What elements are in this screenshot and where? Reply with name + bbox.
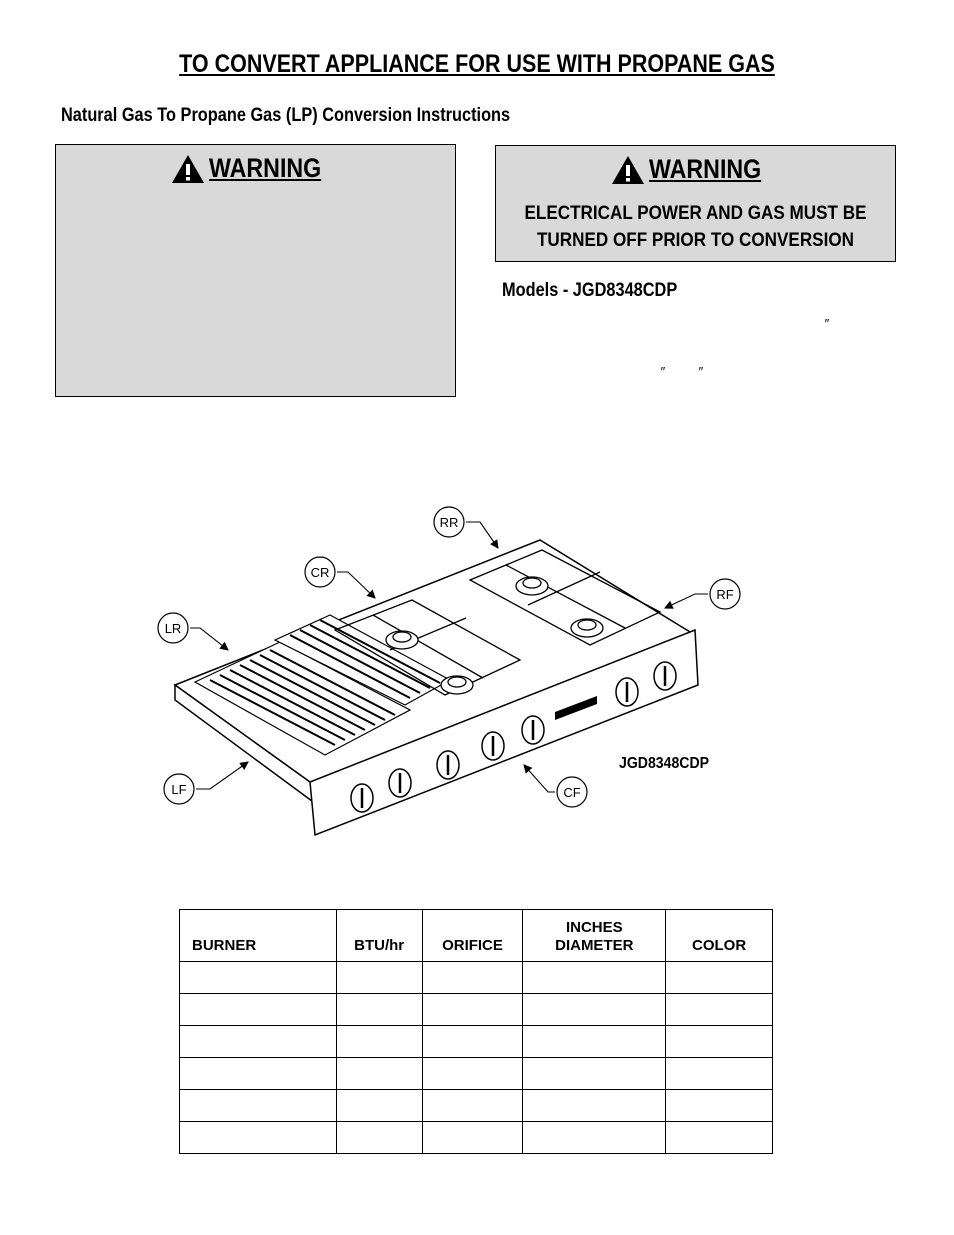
table-cell <box>422 1122 523 1154</box>
inch-mark: ″ <box>698 364 703 379</box>
table-cell <box>666 1058 773 1090</box>
burner-table <box>179 909 773 1154</box>
table-cell <box>180 1058 337 1090</box>
table-cell <box>336 994 422 1026</box>
callout-label: CF <box>563 785 581 800</box>
page-title: TO CONVERT APPLIANCE FOR USE WITH PROPANE GAS <box>179 50 775 78</box>
header-orifice: ORIFICE <box>422 910 523 962</box>
figure-caption: JGD8348CDP <box>619 755 710 772</box>
header-inches-diameter <box>523 910 666 962</box>
table-cell <box>666 962 773 994</box>
table-row <box>180 1090 773 1122</box>
table-row <box>180 1058 773 1090</box>
table-cell <box>666 1026 773 1058</box>
warning-heading-right: WARNING <box>649 154 762 184</box>
warning-text-right <box>496 200 895 254</box>
table-cell <box>422 994 523 1026</box>
inch-mark: ″ <box>824 316 829 331</box>
table-cell <box>422 1058 523 1090</box>
table-cell <box>523 1058 666 1090</box>
cooktop-diagram <box>150 500 750 845</box>
warning-box-right <box>495 145 896 262</box>
table-row <box>180 962 773 994</box>
page-subtitle: Natural Gas To Propane Gas (LP) Conversion Instructions <box>61 105 511 126</box>
callout-label: CR <box>310 565 330 580</box>
warning-line-2: TURNED OFF PRIOR TO CONVERSION <box>536 230 854 251</box>
callout-lf <box>164 762 248 804</box>
callout-rr <box>434 507 498 548</box>
callout-label: RF <box>716 587 734 602</box>
table-cell <box>523 1026 666 1058</box>
callout-label: RR <box>439 515 459 530</box>
table-cell <box>180 994 337 1026</box>
warning-heading-left: WARNING <box>209 153 322 183</box>
table-cell <box>336 1122 422 1154</box>
callout-cr <box>305 557 375 598</box>
table-header-row <box>180 910 773 962</box>
header-inches: INCHES <box>565 919 623 936</box>
table-cell <box>422 1090 523 1122</box>
table-cell <box>336 1026 422 1058</box>
callout-rf <box>665 579 740 609</box>
callout-cf <box>524 765 587 807</box>
table-cell <box>336 1058 422 1090</box>
inch-mark: ″ <box>660 364 665 379</box>
models-label: Models - JGD8348CDP <box>502 280 678 301</box>
table-row <box>180 1122 773 1154</box>
table-cell <box>336 962 422 994</box>
table-cell <box>666 1090 773 1122</box>
table-cell <box>523 962 666 994</box>
warning-triangle-icon <box>611 155 645 185</box>
table-cell <box>180 1026 337 1058</box>
header-btu: BTU/hr <box>336 910 422 962</box>
header-diameter: DIAMETER <box>555 937 634 954</box>
table-cell <box>666 994 773 1026</box>
header-color: COLOR <box>666 910 773 962</box>
table-row <box>180 1026 773 1058</box>
warning-line-1: ELECTRICAL POWER AND GAS MUST BE <box>524 203 867 224</box>
table-cell <box>422 1026 523 1058</box>
table-cell <box>523 1090 666 1122</box>
table-cell <box>180 962 337 994</box>
table-cell <box>666 1122 773 1154</box>
table-cell <box>523 1122 666 1154</box>
table-cell <box>180 1122 337 1154</box>
header-burner: BURNER <box>180 910 337 962</box>
table-cell <box>336 1090 422 1122</box>
warning-box-left <box>55 144 456 397</box>
table-cell <box>180 1090 337 1122</box>
table-cell <box>422 962 523 994</box>
table-row <box>180 994 773 1026</box>
callout-lr <box>158 613 228 650</box>
warning-triangle-icon <box>171 154 205 184</box>
callout-label: LR <box>164 621 182 636</box>
table-cell <box>523 994 666 1026</box>
callout-label: LF <box>171 782 187 797</box>
